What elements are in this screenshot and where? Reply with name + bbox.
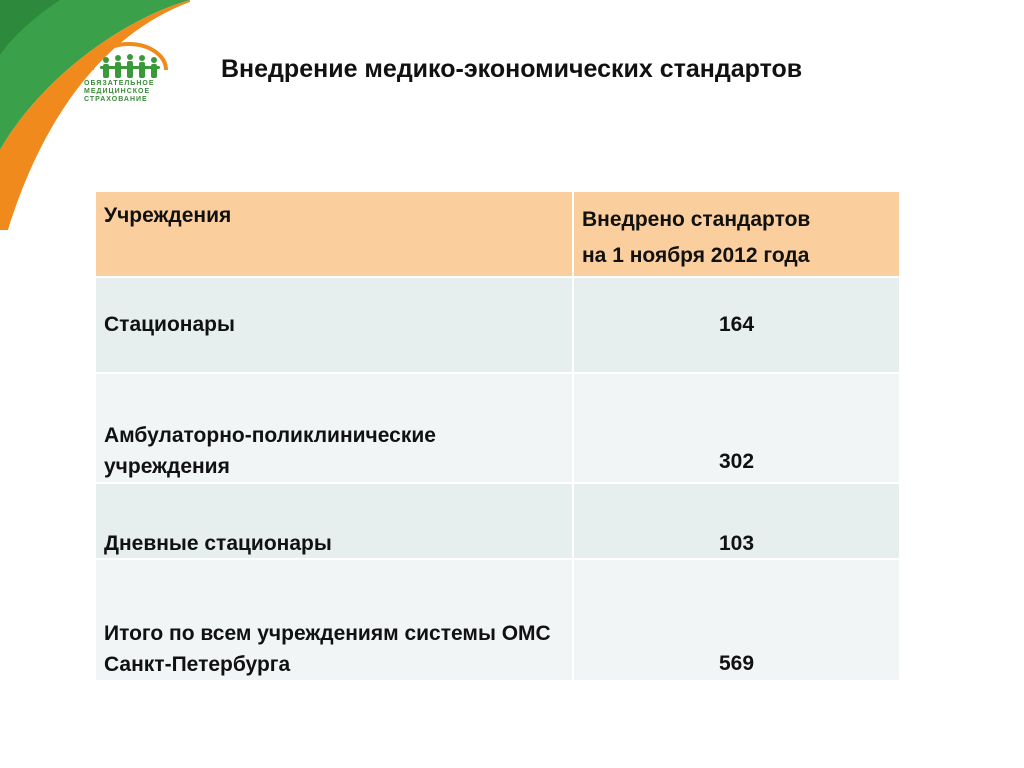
row-value: 569	[573, 559, 899, 681]
table-header-row	[96, 192, 899, 277]
row-value: 302	[573, 373, 899, 483]
row-label: Дневные стационары	[96, 483, 573, 559]
table-row	[96, 277, 899, 373]
header-standards-line-2: на 1 ноября 2012 года	[582, 244, 810, 267]
header-standards-line-1: Внедрено стандартов	[582, 208, 811, 231]
row-label: Итого по всем учреждениям системы ОМС Санкт-Петербурга	[96, 559, 573, 681]
standards-table	[96, 192, 899, 682]
header-standards	[573, 192, 899, 277]
header-institutions: Учреждения	[96, 192, 573, 277]
row-label: Стационары	[96, 277, 573, 373]
table-row	[96, 483, 899, 559]
logo-caption-line-1: ОБЯЗАТЕЛЬНОЕ	[84, 80, 155, 87]
slide-title: Внедрение медико-экономических стандартов	[221, 55, 803, 83]
row-value: 103	[573, 483, 899, 559]
row-value: 164	[573, 277, 899, 373]
logo-caption-line-2: МЕДИЦИНСКОЕ	[84, 88, 151, 95]
table-row	[96, 559, 899, 681]
table-row	[96, 373, 899, 483]
logo-caption-line-3: СТРАХОВАНИЕ	[84, 96, 148, 103]
row-label: Амбулаторно-поликлинические учреждения	[96, 373, 573, 483]
logo-caption	[84, 80, 172, 104]
